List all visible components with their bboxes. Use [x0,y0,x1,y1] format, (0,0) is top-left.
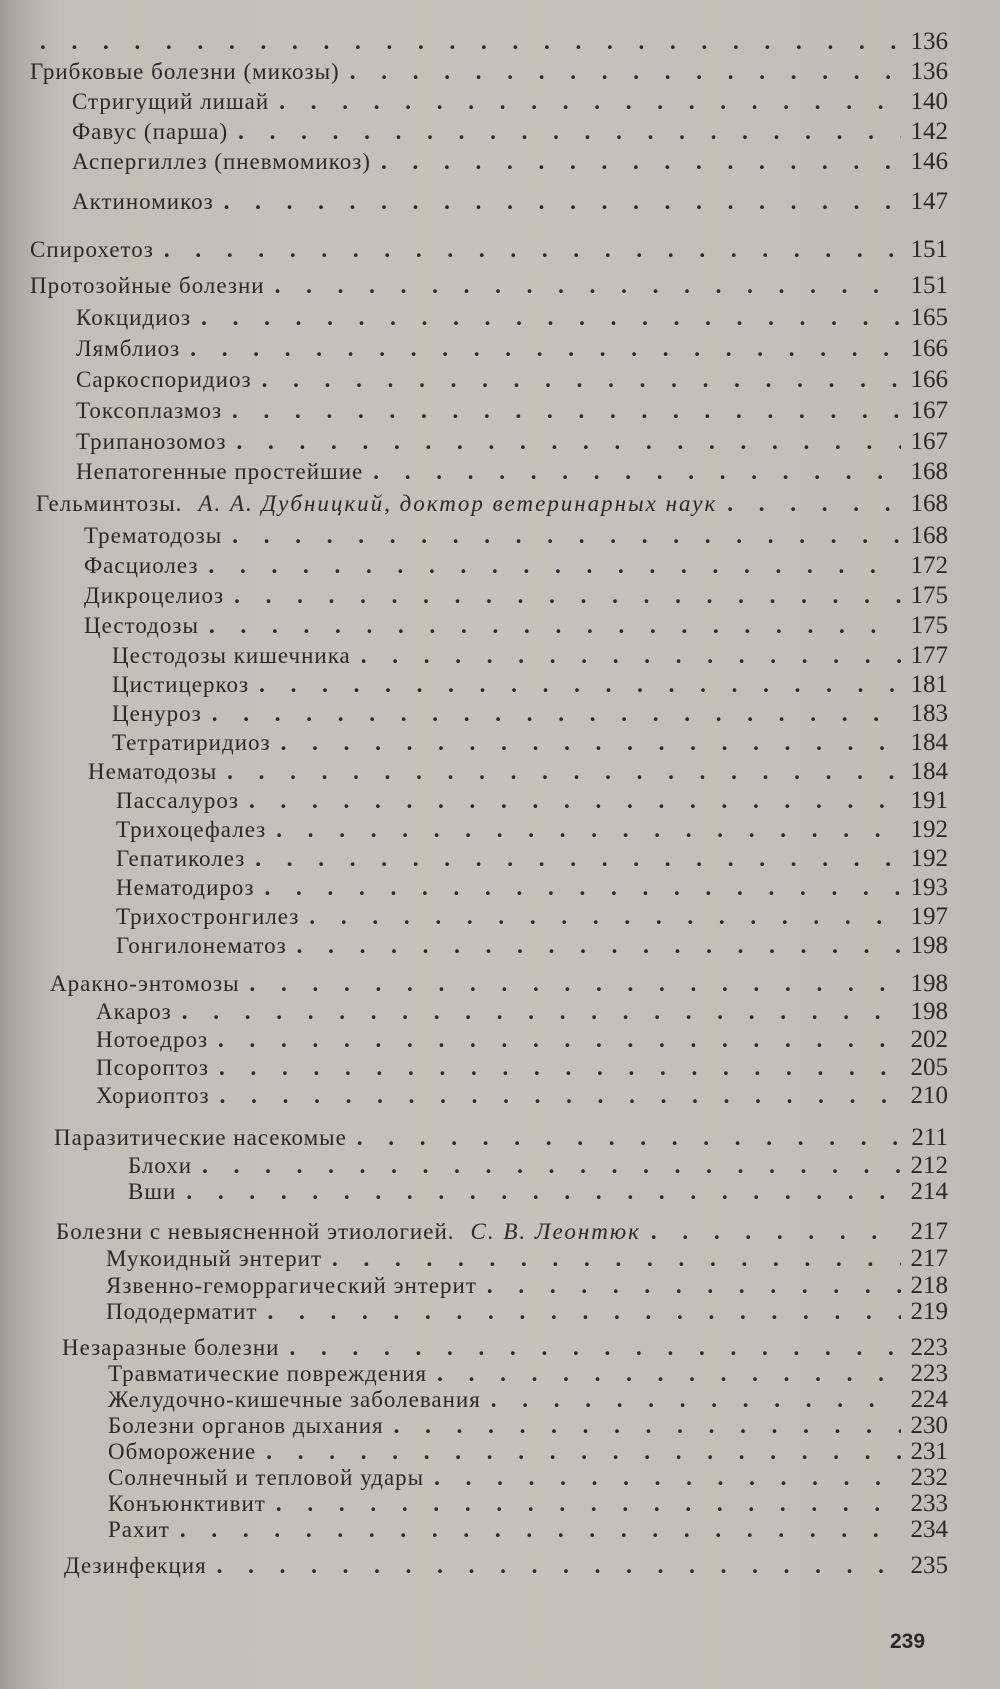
dot-leader [265,875,901,901]
dot-leader [276,1491,901,1517]
toc-entry-title: Дикроцелиоз [84,583,225,608]
toc-entry [72,88,948,116]
toc-entry-page: 212 [910,1152,948,1179]
toc-entry-page: 210 [910,1082,948,1109]
toc-entry-title: Стригущий лишай [72,89,270,114]
dot-leader [209,613,901,639]
toc-entry-page: 175 [910,582,948,609]
dot-leader [437,1361,900,1387]
toc-entry-page: 202 [910,1026,948,1053]
dot-leader [651,1219,901,1245]
toc-entry-title: Аракно-энтомозы [50,971,240,996]
dot-leader [309,904,900,930]
toc-entry [112,729,948,757]
toc-entry-title: Трематодозы [84,523,223,548]
toc-entry-title: Рахит [108,1517,170,1542]
toc-entry-title: Актиномикоз [72,189,214,214]
toc-entry [116,903,948,931]
toc-entry-title: Трихостронгилез [116,904,300,929]
toc-entry-title: Саркоспоридиоз [76,367,252,392]
toc-entry [112,642,948,670]
toc-entry-title: Нематодироз [116,875,255,900]
toc-entry-page: 232 [910,1464,948,1491]
toc-entry [72,188,948,216]
toc-entry [116,845,948,873]
toc-entry-title: Акароз [96,999,172,1024]
toc-entry-title: Спирохетоз [30,237,154,262]
toc-entry [72,118,948,146]
toc-entry-title: Язвенно-геморрагический энтерит [106,1273,477,1298]
toc-entry-title: Грибковые болезни (микозы) [30,59,340,84]
toc-entry-title: Блохи [128,1153,193,1178]
toc-entry-title: Ценуроз [112,701,202,726]
toc-entry-page: 192 [910,845,948,872]
toc-entry-title: Фавус (парша) [72,119,229,144]
toc-entry [76,458,948,486]
dot-leader [232,398,900,424]
toc-entry-title: Токсоплазмоз [76,398,223,423]
dot-leader [238,119,900,145]
toc-entry [108,1490,948,1518]
toc-entry-title: Солнечный и тепловой удары [108,1465,425,1490]
dot-leader [727,491,900,517]
dot-leader [276,817,900,843]
toc-entry-page: 168 [910,522,948,549]
toc-entry [76,304,948,332]
toc-entry-title: Травматические повреждения [108,1361,428,1386]
toc-entry-title: Цестодозы кишечника [112,643,351,668]
dot-leader [491,1387,901,1413]
toc-entry [96,1026,948,1054]
dot-leader [227,759,900,785]
dot-leader [186,1179,900,1205]
toc-entry-title: Протозойные болезни [30,273,265,298]
toc-entry-title: Гельминтозы. [36,491,183,516]
toc-entry [116,932,948,960]
toc-entry-page: 219 [910,1298,948,1325]
dot-leader [487,1273,901,1299]
dot-leader [236,429,900,455]
toc-entry-page: 167 [910,397,948,424]
toc-entry [54,1124,948,1152]
toc-entry-page: 198 [910,970,948,997]
toc-entry [116,874,948,902]
dot-leader [190,336,900,362]
toc-entry-title: Нотоедроз [96,1027,209,1052]
dot-leader [279,89,900,115]
toc-entry-page: 193 [910,874,948,901]
toc-entry [96,1082,948,1110]
toc-entry-page: 214 [910,1178,948,1205]
dot-leader [373,459,900,485]
toc-entry [112,700,948,728]
toc-entry [108,1438,948,1466]
toc-entry [30,236,948,264]
toc-entry [30,28,948,56]
toc-entry [116,787,948,815]
toc-entry [108,1412,948,1440]
toc-entry-title: Нематодозы [88,759,218,784]
toc-entry-page: 223 [910,1360,948,1387]
page-number: 239 [890,1630,926,1653]
dot-leader [234,583,900,609]
dot-leader [361,643,901,669]
dot-leader [259,672,900,698]
toc-entry-page: 166 [910,366,948,393]
dot-leader [202,1153,900,1179]
dot-leader [332,1246,900,1272]
toc-entry [96,998,948,1026]
toc-entry [108,1386,948,1414]
toc-entry-page: 142 [910,118,948,145]
toc-entry-page: 192 [910,816,948,843]
toc-entry-page: 168 [910,490,948,517]
toc-entry-title: Обморожение [108,1439,257,1464]
dot-leader [297,933,901,959]
toc-entry-title: Болезни органов дыхания [108,1413,384,1438]
toc-entry-title: Паразитические насекомые [54,1125,347,1150]
toc-entry-title: Пододерматит [106,1299,258,1324]
toc-entry-page: 217 [910,1245,948,1272]
toc-entry-page: 140 [910,88,948,115]
toc-entry-page: 218 [910,1272,948,1299]
dot-leader [220,1083,901,1109]
toc-entry [50,970,948,998]
toc-entry [108,1516,948,1544]
toc-entry-page: 234 [910,1516,948,1543]
toc-entry-page: 166 [910,335,948,362]
toc-entry-page: 230 [910,1412,948,1439]
dot-leader [289,1335,900,1361]
toc-entry-page: 181 [910,671,948,698]
toc-entry [30,272,948,300]
toc-entry-title: Аспергиллез (пневмомикоз) [72,149,371,174]
toc-entry-page: 197 [910,903,948,930]
toc-entry-page: 184 [910,758,948,785]
toc-entry [106,1272,948,1300]
toc-entry [30,58,948,86]
toc-entry-page: 177 [910,642,948,669]
toc-entry-page: 233 [910,1490,948,1517]
toc-entry-title: Фасциолез [84,553,199,578]
dot-leader [249,788,901,814]
toc-entry [84,552,948,580]
dot-leader [218,1027,900,1053]
toc-entry-page: 136 [910,28,948,55]
toc-entry-title: Непатогенные простейшие [76,459,364,484]
toc-entry-page: 231 [910,1438,948,1465]
dot-leader [266,1439,900,1465]
toc-entry-page: 183 [910,700,948,727]
toc-entry-page: 151 [910,236,948,263]
dot-leader [394,1413,901,1439]
toc-entry-page: 146 [910,148,948,175]
toc-entry [106,1245,948,1273]
toc-entry [106,1298,948,1326]
dot-leader [350,59,901,85]
toc-entry-title: Дезинфекция [64,1553,207,1578]
dot-leader [357,1125,902,1151]
toc-entry [96,1054,948,1082]
dot-leader [262,367,901,393]
toc-entry-title: Пассалуроз [116,788,239,813]
toc-entry [112,671,948,699]
toc-entry-title: Цистицеркоз [112,672,250,697]
toc-entry-page: 191 [910,787,948,814]
dot-leader [180,1517,901,1543]
toc-entry-title: Незаразные болезни [62,1335,280,1360]
dot-leader [232,523,900,549]
dot-leader [217,1553,901,1579]
toc-entry [84,612,948,640]
dot-leader [255,846,900,872]
toc-entry-page: 198 [910,998,948,1025]
toc-entry-author: А. А. Дубницкий, доктор ветеринарных наук [198,491,718,516]
toc-entry-title: Тетратиридиоз [112,730,271,755]
dot-leader [201,305,900,331]
dot-leader [434,1465,900,1491]
toc-entry-title: Цестодозы [84,613,199,638]
dot-leader [212,701,901,727]
toc-entry [108,1360,948,1388]
toc-entry [128,1152,948,1180]
toc-entry-page: 151 [910,272,948,299]
toc-entry [76,428,948,456]
toc-entry-title: Мукоидный энтерит [106,1246,323,1271]
toc-entry [62,1334,948,1362]
toc-entry [128,1178,948,1206]
toc-entry-title: Хориоптоз [96,1083,210,1108]
toc-entry [108,1464,948,1492]
toc-entry-page: 217 [910,1218,948,1245]
toc-entry-title: Желудочно-кишечные заболевания [108,1387,481,1412]
toc-entry [88,758,948,786]
toc-entry-title: Вши [128,1179,177,1204]
toc-entry-title: Кокцидиоз [76,305,192,330]
toc-entry-page: 175 [910,612,948,639]
dot-leader [224,189,901,215]
toc-entry [76,335,948,363]
toc-entry [84,522,948,550]
toc-entry-page: 168 [910,458,948,485]
toc-entry-page: 224 [910,1386,948,1413]
toc-entry-page: 184 [910,729,948,756]
dot-leader [275,273,901,299]
dot-leader [267,1299,900,1325]
toc-entry-page: 223 [910,1334,948,1361]
toc-entry-page: 172 [910,552,948,579]
dot-leader [164,237,901,263]
toc-entry [76,366,948,394]
toc-entry-page: 211 [911,1124,948,1151]
toc-entry [76,397,948,425]
dot-leader [281,730,901,756]
toc-entry [56,1218,948,1246]
dot-leader [182,999,901,1025]
toc-entry-page: 165 [910,304,948,331]
dot-leader [250,971,901,997]
toc-entry-page: 167 [910,428,948,455]
toc-entry-page: 205 [910,1054,948,1081]
toc-entry-page: 235 [910,1552,948,1579]
toc-entry-title: Гепатиколез [116,846,246,871]
dot-leader [208,553,900,579]
toc-entry-author: С. В. Леонтюк [470,1219,641,1244]
toc-entry [116,816,948,844]
toc-entry-title: Трихоцефалез [116,817,267,842]
toc-entry [72,148,948,176]
toc-entry-title: Конъюнктивит [108,1491,266,1516]
toc-entry-title: Трипанозомоз [76,429,227,454]
dot-leader [219,1055,901,1081]
toc-entry [84,582,948,610]
toc-entry-page: 198 [910,932,948,959]
toc-entry [64,1552,948,1580]
toc-entry-page: 136 [910,58,948,85]
toc-entry [36,490,948,518]
dot-leader [381,149,901,175]
toc-entry-title: Болезни с невыясненной этиологией. [56,1219,455,1244]
toc-entry-title: Лямблиоз [76,336,181,361]
dot-leader [40,29,901,55]
toc-entry-title: Гонгилонематоз [116,933,287,958]
toc-entry-page: 147 [910,188,948,215]
toc-entry-title: Псороптоз [96,1055,209,1080]
